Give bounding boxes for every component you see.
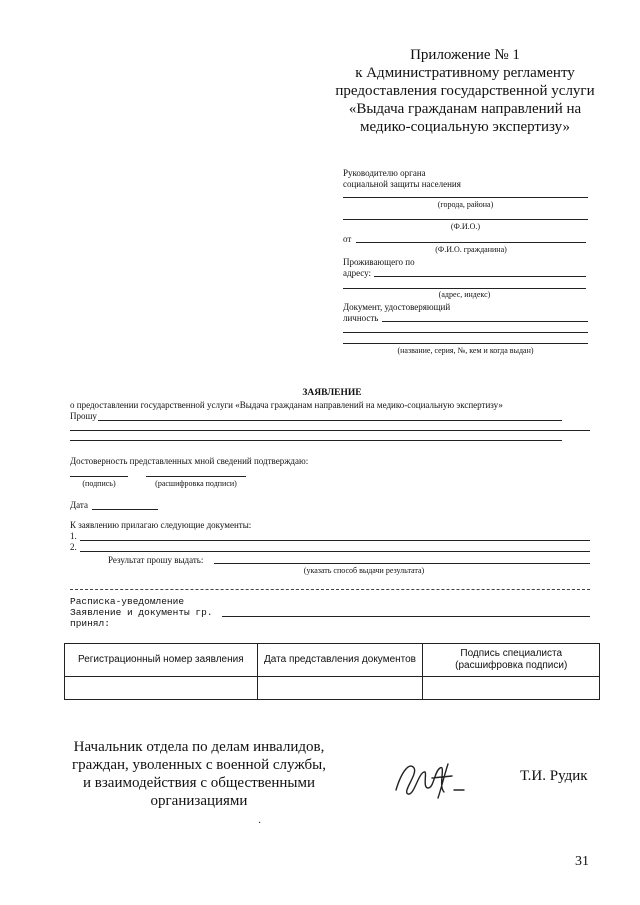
cut-line [70, 589, 590, 590]
column-header: Дата представления документов [257, 644, 423, 677]
confirm-text: Достоверность представленных мной сведений подтверждаю: [70, 456, 309, 466]
attach-text: К заявлению прилагаю следующие документы: [70, 520, 252, 530]
appendix-title: Приложение № 1 [410, 47, 520, 63]
residing-label: Проживающего по [343, 257, 415, 267]
signatory-title: Начальник отдела по делам инвалидов, [73, 739, 325, 755]
item-number: 1. [70, 531, 77, 541]
signatory-name: Т.И. Рудик [520, 768, 588, 784]
id-document-field-3[interactable] [343, 343, 588, 344]
from-label: от [343, 234, 352, 244]
underline [343, 219, 588, 220]
registration-table [64, 643, 600, 700]
specialist-signature-cell[interactable] [423, 677, 600, 700]
column-header: Подпись специалиста (расшифровка подписи) [423, 644, 600, 677]
appendix-line: медико-социальную экспертизу» [359, 119, 570, 135]
application-title: ЗАЯВЛЕНИЕ [302, 388, 362, 398]
city-hint: (города, района) [437, 200, 494, 209]
receipt-title: Расписка-уведомление [70, 596, 185, 607]
fio-hint: (Ф.И.О.) [450, 222, 481, 231]
application-subtitle: о предоставлении государственной услуги «Выдача гражданам направлений на медико-социальную экспертизу» [70, 400, 503, 410]
address-label: адресу: [343, 268, 372, 278]
underline [343, 197, 588, 198]
doc-hint: (название, серия, №, кем и когда выдан) [397, 346, 534, 355]
registration-number-cell[interactable] [65, 677, 258, 700]
result-hint: (указать способ выдачи результата) [303, 566, 425, 575]
address-field-2[interactable] [343, 288, 586, 289]
table-header-row [65, 644, 600, 677]
column-header: Регистрационный номер заявления [65, 644, 258, 677]
signature-field[interactable] [70, 476, 128, 477]
citizen-hint: (Ф.И.О. гражданина) [435, 245, 507, 254]
appendix-line: предоставления государственной услуги [335, 83, 595, 99]
appendix-line: «Выдача гражданам направлений на [348, 101, 582, 117]
result-method-field[interactable] [214, 563, 590, 564]
result-label: Результат прошу выдать: [108, 555, 204, 565]
request-label: Прошу [70, 411, 97, 421]
page-number: 31 [575, 854, 589, 869]
date-label: Дата [70, 500, 88, 510]
signatory-title: и взаимодействия с общественными [83, 775, 315, 791]
submission-date-cell[interactable] [257, 677, 423, 700]
address-hint: (адрес, индекс) [438, 290, 491, 299]
request-field[interactable] [98, 420, 562, 421]
signatory-title: граждан, уволенных с военной службы, [72, 757, 326, 773]
addressee-line: социальной защиты населения [343, 179, 461, 189]
receipt-line: Заявление и документы гр. [70, 607, 213, 618]
signatory-title: организациями [150, 793, 248, 809]
decoding-field[interactable] [146, 476, 246, 477]
item-number: 2. [70, 542, 77, 552]
addressee-line: Руководителю органа [343, 168, 426, 178]
request-field-2[interactable] [70, 430, 590, 431]
receipt-citizen-field[interactable] [222, 616, 590, 617]
attachment-field-1[interactable] [80, 540, 590, 541]
handwritten-signature-icon [388, 752, 478, 802]
id-document-field-2[interactable] [343, 332, 588, 333]
appendix-line: к Административному регламенту [355, 65, 575, 81]
signature-hint: (подпись) [82, 479, 116, 488]
table-row [65, 677, 600, 700]
date-field[interactable] [92, 509, 158, 510]
attachment-field-2[interactable] [80, 551, 590, 552]
speck: · [258, 818, 262, 829]
request-field-3[interactable] [70, 440, 562, 441]
doc-label-2: личность [343, 313, 379, 323]
receipt-line: принял: [70, 618, 110, 629]
citizen-name-field[interactable] [356, 242, 586, 243]
doc-label: Документ, удостоверяющий [343, 302, 451, 312]
address-field[interactable] [374, 276, 586, 277]
id-document-field[interactable] [382, 321, 588, 322]
decoding-hint: (расшифровка подписи) [155, 479, 237, 488]
